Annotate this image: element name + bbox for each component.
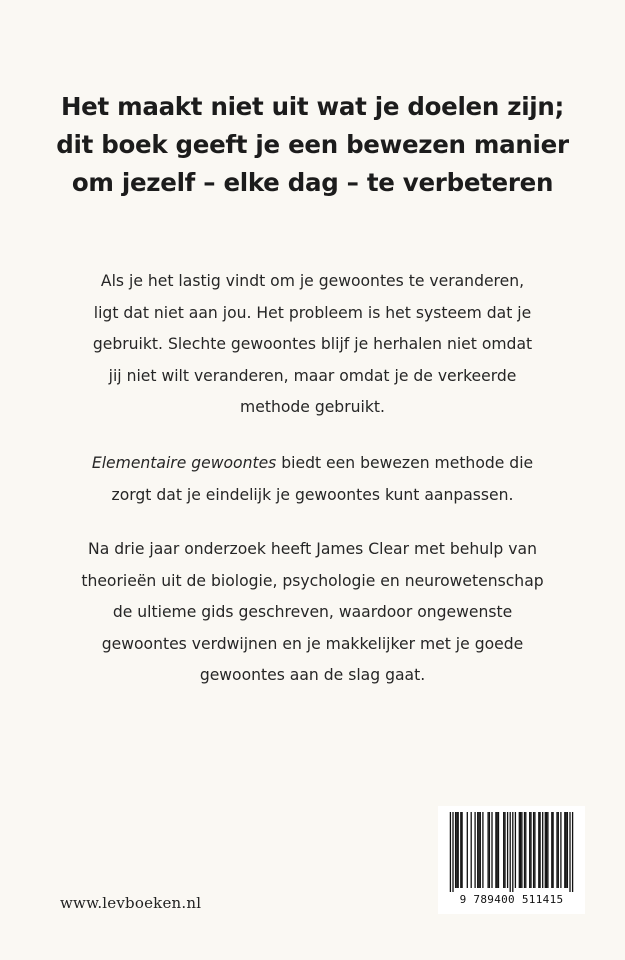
barcode-bar — [455, 812, 456, 888]
blurb-line: gewoontes verdwijnen en je makkelijker met je goede — [101, 634, 524, 653]
barcode-bar — [458, 812, 459, 888]
barcode-bar — [546, 812, 547, 888]
publisher-website: www.levboeken.nl — [60, 894, 202, 912]
barcode-bar — [477, 812, 478, 888]
blurb-line: Na drie jaar onderzoek heeft James Clear met behulp van — [88, 540, 537, 558]
blurb-line: Als je het lastig vindt om je gewoontes te veranderen, — [100, 272, 525, 290]
barcode-bar — [497, 812, 498, 888]
barcode-bar — [520, 812, 521, 888]
blurb-paragraph-1 — [40, 266, 585, 424]
barcode-bar — [515, 812, 516, 888]
book-title-italic: Elementaire gewoontes — [91, 454, 277, 472]
barcode-bar — [480, 812, 481, 888]
barcode-bar — [560, 812, 561, 888]
blurb-line: gewoontes aan de slag gaat. — [199, 666, 426, 685]
barcode-bar — [510, 812, 511, 892]
blurb-line: de ultieme gids geschreven, waardoor ongewenste — [112, 603, 513, 622]
barcode-bar — [450, 812, 451, 892]
blurb-line: gebruikt. Slechte gewoontes blijf je herhalen niet omdat — [92, 335, 533, 354]
blurb-line: ligt dat niet aan jou. Het probleem is het systeem dat je — [93, 303, 532, 322]
barcode-bar — [512, 812, 513, 892]
blurb-line: zorgt dat je eindelijk je gewoontes kunt aanpassen. — [111, 485, 514, 504]
barcode-bar — [567, 812, 568, 888]
blurb-line: methode gebruikt. — [240, 398, 385, 417]
barcode-bar — [507, 812, 508, 888]
barcode-bar — [498, 812, 499, 888]
barcode-bars — [438, 806, 585, 892]
blurb-line — [40, 448, 585, 480]
barcode-bar — [529, 812, 530, 888]
barcode-bar — [524, 812, 525, 888]
barcode-bar — [556, 812, 557, 888]
blurb-paragraph-3 — [40, 534, 585, 692]
barcode-bar — [572, 812, 573, 892]
barcode-bar — [565, 812, 566, 888]
barcode-bar — [478, 812, 479, 888]
blurb-line: jij niet wilt veranderen, maar omdat je de verkeerde — [108, 366, 517, 385]
barcode-bar — [467, 812, 468, 888]
barcode-bar — [489, 812, 490, 888]
barcode-bar — [547, 812, 548, 888]
barcode-bar — [542, 812, 543, 888]
barcode-bar — [471, 812, 472, 888]
barcode-bar — [539, 812, 540, 888]
barcode-bar — [482, 812, 483, 888]
barcode-bar — [564, 812, 565, 888]
barcode-bar — [534, 812, 535, 888]
headline — [30, 88, 595, 202]
blurb-paragraph-2 — [40, 448, 585, 511]
barcode-bar — [519, 812, 520, 888]
barcode-bar — [530, 812, 531, 888]
barcode-bar — [474, 812, 475, 888]
barcode-bar — [545, 812, 546, 888]
barcode-bar — [525, 812, 526, 888]
barcode-bar — [558, 812, 559, 888]
headline-line: Het maakt niet uit wat je doelen zijn; — [60, 92, 565, 121]
barcode-bar — [533, 812, 534, 888]
blurb-line-rest: biedt een bewezen methode die — [276, 454, 534, 472]
barcode-bar — [456, 812, 457, 888]
barcode-bar — [551, 812, 552, 888]
barcode-bar — [495, 812, 496, 888]
barcode-bar — [452, 812, 453, 892]
barcode-bar — [461, 812, 462, 888]
barcode-bar — [552, 812, 553, 888]
barcode-bar — [503, 812, 504, 888]
barcode-bar — [460, 812, 461, 888]
barcode-bar — [569, 812, 570, 892]
barcode-bar — [538, 812, 539, 888]
isbn-barcode — [438, 806, 585, 914]
barcode-bar — [487, 812, 488, 888]
barcode-bar — [521, 812, 522, 888]
blurb-line: theorieën uit de biologie, psychologie en neurowetenschap — [81, 571, 544, 590]
isbn-number: 9 789400 511415 — [459, 893, 564, 906]
headline-line: om jezelf – elke dag – te verbeteren — [71, 168, 554, 197]
barcode-bar — [504, 812, 505, 888]
barcode-bar — [491, 812, 492, 888]
headline-line: dit boek geeft je een bewezen manier — [56, 130, 569, 159]
